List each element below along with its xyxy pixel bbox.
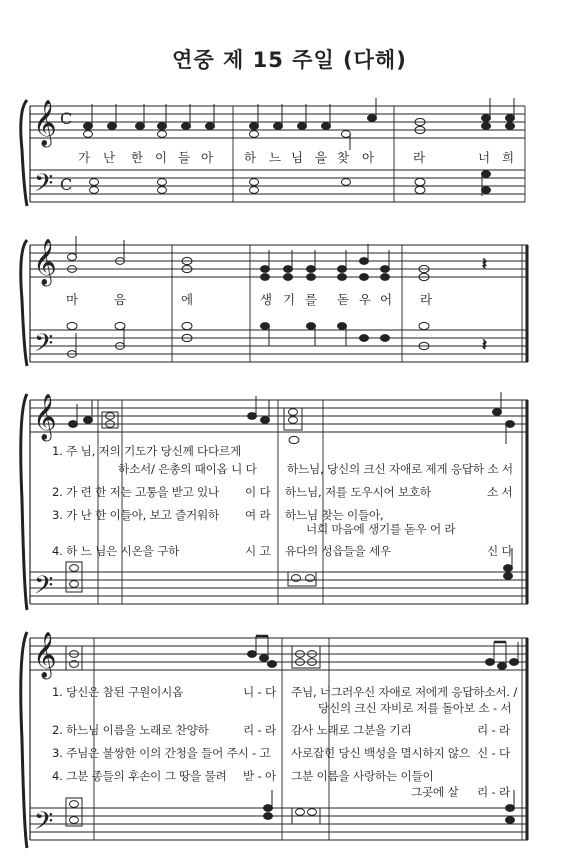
verse-2-part-b: 이 다 bbox=[245, 485, 271, 499]
svg-text:𝄽: 𝄽 bbox=[482, 335, 487, 354]
verse-3-part-c: 하느님 찾는 이들아, bbox=[285, 508, 384, 522]
treble-clef: 𝄞 bbox=[33, 239, 57, 285]
treble-clef: 𝄞 bbox=[33, 394, 57, 440]
verse-4-part-c2: 그곳에 살 bbox=[411, 785, 459, 799]
lyric: 우 bbox=[359, 292, 372, 307]
verse-3-part-c: 사로잡힌 당신 백성을 멸시하지 않으 bbox=[291, 746, 470, 760]
lyric: 찾 bbox=[337, 150, 350, 165]
verse-1-part-c2: 당신의 크신 자비로 저를 돌아보 소 - 서 bbox=[318, 701, 512, 715]
verse-3-part-c2: 너희 마음에 생기를 돋우 어 라 bbox=[306, 522, 456, 536]
lyric: 한 bbox=[131, 150, 144, 165]
lyric: 느 bbox=[269, 150, 282, 165]
lyric: 돋 bbox=[337, 292, 350, 307]
treble-staff bbox=[30, 638, 528, 670]
lyric: 음 bbox=[114, 292, 127, 307]
lyric: 이 bbox=[155, 150, 168, 165]
lyric: 하 bbox=[244, 150, 257, 165]
brace bbox=[21, 632, 27, 848]
verse-4-part-d: 신 다 bbox=[487, 544, 513, 558]
lyric: 아 bbox=[201, 150, 214, 165]
verse-1-part-c: 하느님, 당신의 크신 자애로 제게 응답하 소 서 bbox=[287, 462, 513, 476]
treble-clef: 𝄞 bbox=[33, 100, 57, 146]
verse-1-part-c: 주님, 너그러우신 자애로 저에게 응답하소서. / bbox=[291, 685, 518, 699]
lyric: 가 bbox=[78, 150, 91, 165]
lyric: 어 bbox=[380, 292, 393, 307]
bass-clef: 𝄢 bbox=[34, 169, 54, 204]
verse-4-part-c: 유다의 성읍들을 세우 bbox=[285, 544, 391, 558]
lyric: 에 bbox=[181, 292, 194, 307]
verse-2-part-c: 감사 노래로 그분을 기리 bbox=[291, 723, 412, 737]
lyric: 라 bbox=[420, 292, 433, 307]
verse-2-part-a: 2. 하느님 이름을 노래로 찬양하 bbox=[52, 723, 209, 737]
lyric: 희 bbox=[502, 150, 515, 165]
time-signature-bass: C bbox=[60, 175, 73, 194]
lyric: 를 bbox=[305, 292, 318, 307]
verse-3-part-b: 여 라 bbox=[245, 508, 271, 522]
verse-3-part-d: 신 - 다 bbox=[477, 746, 510, 760]
lyric: 생 bbox=[260, 292, 273, 307]
verse-1-part-b: 니 - 다 bbox=[243, 685, 276, 699]
lyric: 기 bbox=[283, 292, 296, 307]
lyric: 들 bbox=[178, 150, 191, 165]
verse-2-part-c: 하느님, 저를 도우시어 보호하 bbox=[285, 485, 431, 499]
lyric: 난 bbox=[103, 150, 116, 165]
time-signature: C bbox=[60, 109, 73, 128]
verse-4-part-a: 4. 그분 종들의 후손이 그 땅을 물려 bbox=[52, 769, 227, 783]
verse-4-part-c: 그분 이름을 사랑하는 이들이 bbox=[291, 769, 434, 783]
verse-2-part-d: 소 서 bbox=[487, 485, 513, 499]
verse-4-part-d: 리 - 라 bbox=[477, 785, 510, 799]
verse-4-part-b: 받 - 아 bbox=[243, 769, 276, 783]
verse-3-part-a: 3. 가 난 한 이들아, 보고 즐거워하 bbox=[52, 508, 220, 522]
lyric: 너 bbox=[478, 150, 491, 165]
bass-clef: 𝄢 bbox=[34, 329, 54, 364]
lyric: 님 bbox=[291, 150, 304, 165]
lyric: 마 bbox=[66, 292, 79, 307]
verse-1-part-a: 1. 당신은 참된 구원이시옵 bbox=[52, 685, 184, 699]
page-title: 연중 제 15 주일 (다해) bbox=[172, 48, 407, 72]
svg-text:𝄽: 𝄽 bbox=[482, 254, 487, 273]
verse-1-part-b: 하소서/ 은총의 때이옵 니 다 bbox=[118, 462, 257, 476]
treble-clef: 𝄞 bbox=[33, 632, 57, 678]
bass-staff bbox=[30, 808, 528, 840]
verse-2-part-d: 리 - 라 bbox=[477, 723, 510, 737]
verse-3-part-a: 3. 주님은 불쌍한 이의 간청을 들어 주시 - 고 bbox=[52, 746, 271, 760]
bass-clef: 𝄢 bbox=[34, 807, 54, 842]
lyric: 을 bbox=[315, 150, 328, 165]
lyric: 라 bbox=[413, 150, 426, 165]
verse-2-part-b: 리 - 라 bbox=[243, 723, 276, 737]
verse-2-part-a: 2. 가 련 한 저는 고통을 받고 있나 bbox=[52, 485, 220, 499]
lyric: 아 bbox=[362, 150, 375, 165]
verse-4-part-a: 4. 하 느 님은 시온을 구하 bbox=[52, 544, 180, 558]
verse-4-part-b: 시 고 bbox=[245, 544, 271, 558]
verse-1-part-a: 1. 주 님, 저의 기도가 당신께 다다르게 bbox=[52, 444, 242, 458]
bass-clef: 𝄢 bbox=[34, 571, 54, 606]
